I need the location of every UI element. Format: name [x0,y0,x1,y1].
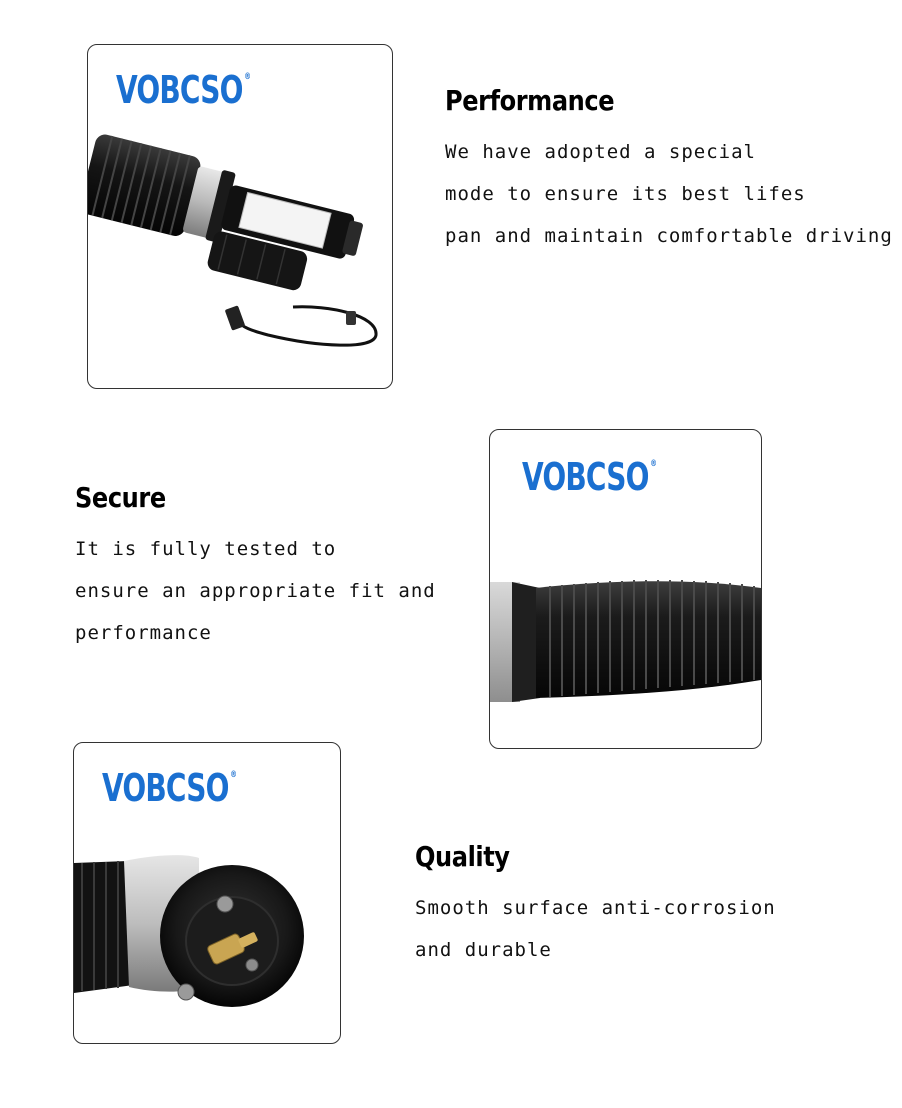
description-line: ensure an appropriate fit and [75,580,436,602]
section-heading-secure: Secure [75,481,166,514]
product-image-card-1 [87,44,393,389]
product-image-card-2 [489,429,762,749]
description-line: It is fully tested to [75,538,337,560]
section-description-quality [415,887,776,971]
air-suspension-strut-photo [88,45,392,388]
description-line: We have adopted a special [445,141,756,163]
section-heading-quality: Quality [415,840,510,873]
section-description-performance [445,131,893,257]
brand-logo: VOBCSO ® [116,68,251,112]
section-description-secure [75,528,436,654]
product-image-card-3 [73,742,341,1044]
description-line: and durable [415,939,552,961]
brand-logo: VOBCSO ® [522,455,657,499]
description-line: pan and maintain comfortable driving [445,225,893,247]
description-line: Smooth surface anti-corrosion [415,897,776,919]
section-heading-performance: Performance [445,84,615,117]
top-mount-photo [74,743,340,1043]
brand-logo: VOBCSO ® [102,766,237,810]
description-line: performance [75,622,212,644]
rubber-bellows-photo [490,430,761,748]
description-line: mode to ensure its best lifes [445,183,806,205]
